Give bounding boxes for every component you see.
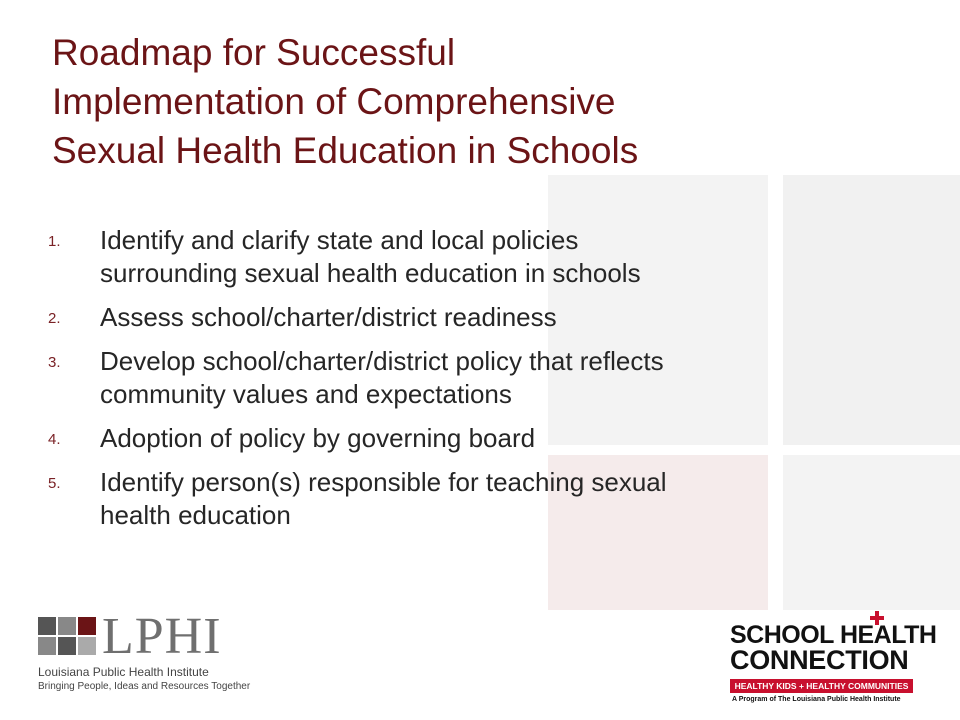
step-number: 2. [48, 310, 61, 327]
title-line: Roadmap for Successful [52, 32, 456, 73]
shc-line2: CONNECTION [730, 645, 909, 675]
shc-tagline: A Program of The Louisiana Public Health Institute [732, 696, 901, 703]
lphi-name: Louisiana Public Health Institute [38, 665, 209, 679]
title-line: Implementation of Comprehensive [52, 81, 616, 122]
step-text: surrounding sexual health education in schools [100, 258, 641, 288]
lphi-wordmark: LPHI [102, 608, 222, 665]
step-number: 4. [48, 431, 61, 448]
school-health-connection-logo [730, 615, 937, 705]
step-text: health education [100, 500, 291, 530]
step-text: Identify person(s) responsible for teaching sexual [100, 467, 667, 497]
lphi-squares-icon [38, 617, 98, 659]
list-item [48, 466, 868, 532]
step-text: Identify and clarify state and local policies [100, 225, 579, 255]
step-number: 3. [48, 354, 61, 371]
roadmap-steps-list [48, 224, 868, 543]
list-item [48, 224, 868, 290]
step-text: community values and expectations [100, 379, 512, 409]
step-number: 1. [48, 233, 61, 250]
step-text: Develop school/charter/district policy that reflects [100, 346, 664, 376]
lphi-logo [38, 608, 251, 700]
shc-line1: SCHOOL HEALTH [730, 621, 937, 649]
lphi-tagline: Bringing People, Ideas and Resources Together [38, 681, 251, 692]
list-item [48, 301, 868, 334]
slide-title [52, 28, 912, 175]
step-text: Adoption of policy by governing board [100, 423, 536, 453]
step-number: 5. [48, 475, 61, 492]
list-item [48, 345, 868, 411]
list-item [48, 422, 868, 455]
shc-slogan-bar: HEALTHY KIDS + HEALTHY COMMUNITIES [730, 679, 913, 693]
step-text: Assess school/charter/district readiness [100, 302, 557, 332]
title-line: Sexual Health Education in Schools [52, 130, 639, 171]
